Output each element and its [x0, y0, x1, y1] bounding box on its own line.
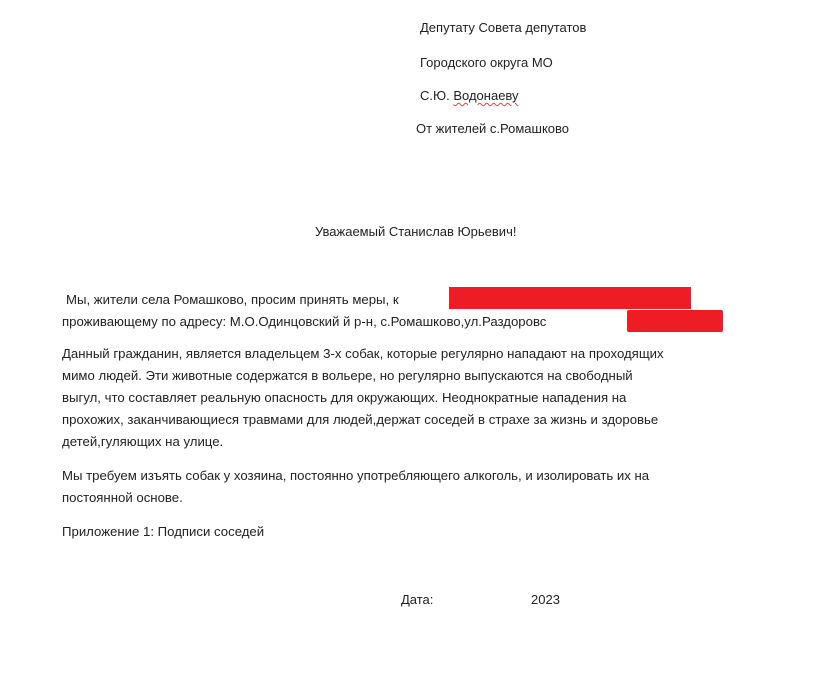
header-line-deputy: Депутату Совета депутатов — [420, 20, 587, 35]
paragraph2-line1: Данный гражданин, является владельцем 3-х собак, которые регулярно нападают на проходящих — [62, 346, 664, 361]
header-line-from: От жителей с.Ромашково — [416, 121, 570, 136]
paragraph2-line2: мимо людей. Эти животные содержатся в вольере, но регулярно выпускаются на свободный — [62, 368, 633, 383]
paragraph3-line2: постоянной основе. — [62, 490, 183, 505]
paragraph3-line1: Мы требуем изъять собак у хозяина, постоянно употребляющего алкоголь, и изолировать их на — [62, 468, 650, 483]
addressee-surname: Водонаеву — [453, 88, 519, 103]
paragraph2-line4: прохожих, заканчивающиеся травмами для людей,держат соседей в страхе за жизнь и здоровье — [62, 412, 659, 427]
header-line-addressee — [420, 88, 519, 104]
redaction-name-mark — [449, 287, 691, 309]
redaction-address-mark — [627, 310, 723, 332]
attachment-note: Приложение 1: Подписи соседей — [62, 524, 265, 539]
paragraph1-line1: Мы, жители села Ромашково, просим принять меры, к — [66, 292, 399, 307]
paragraph2-line3: выгул, что составляет реальную опасность для окружающих. Неоднократные нападения на — [62, 390, 627, 405]
header-line-district: Городского округа МО — [420, 55, 553, 70]
date-label: Дата: — [401, 592, 434, 607]
paragraph1-line2: проживающему по адресу: М.О.Одинцовский й р-н, с.Ромашково,ул.Раздоровс — [62, 314, 547, 329]
addressee-initials: С.Ю. — [420, 88, 454, 103]
paragraph2-line5: детей,гуляющих на улице. — [62, 434, 224, 449]
salutation: Уважаемый Станислав Юрьевич! — [315, 224, 517, 239]
date-year: 2023 — [531, 592, 560, 607]
